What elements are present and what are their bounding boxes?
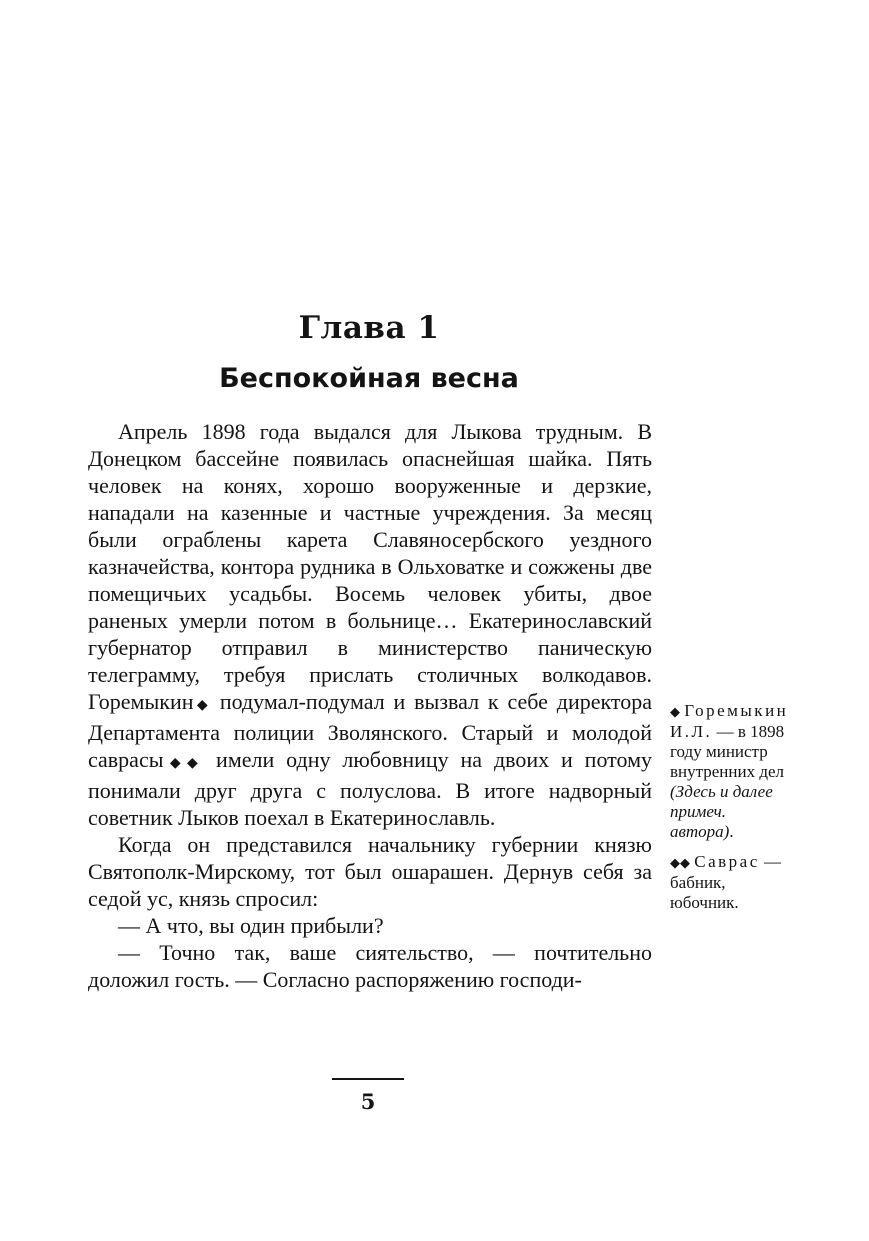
- sidenote-end: .: [729, 822, 734, 841]
- paragraph-text: подумал-подумал и вызвал к себе директора Департамента полиции Зволянского. Старый и молодой саврасы: [88, 689, 652, 772]
- sidenote-term: Саврас: [694, 852, 760, 871]
- body-text: [88, 418, 652, 993]
- sidenote: [670, 852, 790, 913]
- chapter-title: Беспокойная весна: [219, 363, 519, 394]
- sidenote-text: — бабник, юбочник.: [670, 852, 782, 912]
- paragraph-text: имели одну любовницу на двоих и потому понимали друг друга с полуслова. В итоге надворный советник Лыков поехал в Екатеринославль.: [88, 747, 652, 830]
- footnote-marker: ◆◆: [163, 756, 205, 771]
- paragraph-text: Апрель 1898 года выдался для Лыкова трудным. В Донецком бассейне появилась опаснейшая шайка. Пять человек на конях, хорошо вооруженные и дерзкие, нападали на казенные и частные учреждения. За месяц были ограблены карета Славяносербского уездного казначейства, контора рудника в Ольховатке и сожжены две помещичьих усадьбы. Восемь человек убиты, двое раненых умерли потом в больнице… Екатеринославский губернатор отправил в министерство паническую телеграмму, требуя прислать столичных волкодавов. Горемыкин: [88, 419, 652, 714]
- sidenote-text: — в 1898 году министр внутренних дел: [670, 722, 785, 781]
- dialogue-line: — Точно так, ваше сиятельство, — почтительно доложил гость. — Согласно распоряжению господи-: [88, 940, 652, 992]
- sidenote-marker: ◆◆: [670, 855, 690, 870]
- sidenote-marker: ◆: [670, 704, 680, 719]
- footnote-marker: ◆: [193, 698, 211, 713]
- dialogue-line: — А что, вы один прибыли?: [118, 913, 384, 938]
- sidenote: [670, 701, 790, 842]
- sidenote-comment: (Здесь и далее примеч. автора): [670, 782, 773, 841]
- sidenotes: [670, 701, 790, 923]
- page-number: 5: [360, 1089, 376, 1114]
- paragraph: Когда он представился начальнику губернии князю Святополк-Мирскому, тот был ошарашен. Дернув себя за седой ус, князь спросил:: [88, 832, 652, 911]
- sidenote-term: Горемыкин И.Л.: [670, 701, 789, 741]
- footer-rule: [332, 1078, 404, 1080]
- chapter-number: Глава 1: [298, 310, 440, 346]
- paragraph: [88, 418, 652, 831]
